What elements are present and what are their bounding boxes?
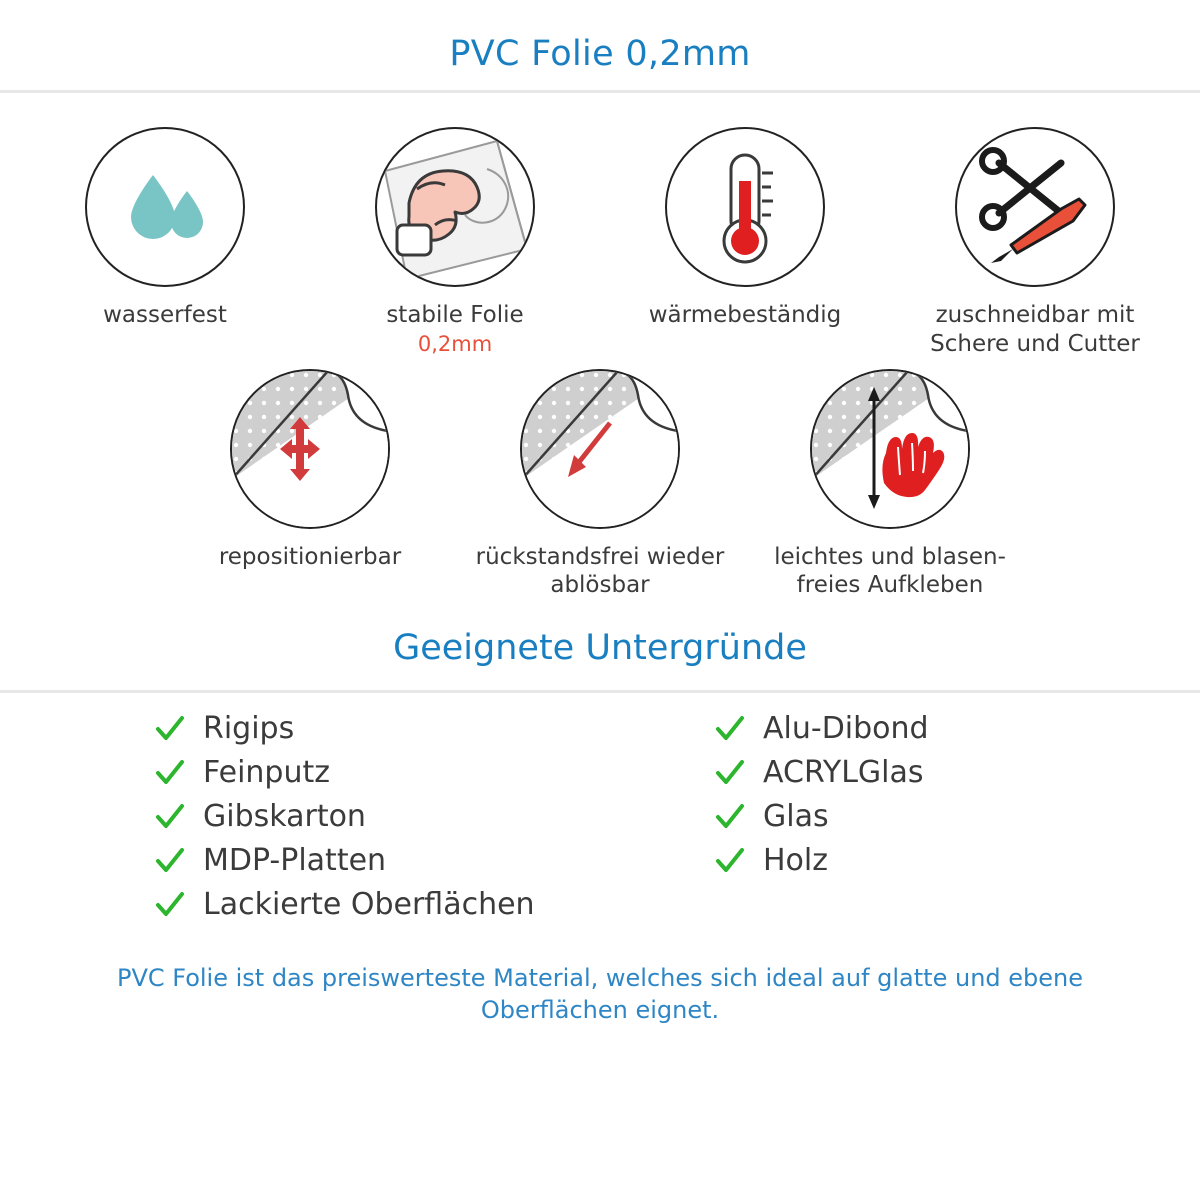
- feature-wasserfest: [20, 127, 310, 330]
- thermometer-icon: [667, 129, 823, 285]
- check-icon: [155, 758, 185, 788]
- feature-stabile-folie: [310, 127, 600, 356]
- list-item: [155, 755, 625, 790]
- strong-arm-icon: [377, 129, 533, 285]
- list-item: [715, 843, 1045, 878]
- list-item: [155, 887, 625, 922]
- list-item: [715, 799, 1045, 834]
- peel-off-icon: [522, 371, 678, 527]
- check-icon: [155, 714, 185, 744]
- check-icon: [155, 890, 185, 920]
- feature-label: rückstandsfrei wieder ablösbar: [475, 543, 725, 599]
- feature-label: wasserfest: [103, 302, 227, 328]
- page-title: PVC Folie 0,2mm: [449, 34, 751, 74]
- list-item-label: Glas: [763, 799, 829, 834]
- check-icon: [155, 802, 185, 832]
- list-item-label: Feinputz: [203, 755, 330, 790]
- section-title: Geeignete Untergründe: [393, 628, 807, 668]
- substrates-lists: [0, 711, 1200, 922]
- feature-icon-circle: [375, 127, 535, 287]
- list-item: [155, 711, 625, 746]
- feature-waermebestaendig: [600, 127, 890, 330]
- water-drops-icon: [87, 129, 243, 285]
- list-item-label: ACRYLGlas: [763, 755, 924, 790]
- section-divider: [0, 690, 1200, 693]
- list-item: [715, 755, 1045, 790]
- feature-aufkleben: [745, 369, 1035, 601]
- list-item-label: Holz: [763, 843, 828, 878]
- feature-icon-circle: [810, 369, 970, 529]
- feature-label: leichtes und blasen-freies Aufkleben: [774, 543, 1006, 599]
- list-item: [155, 799, 625, 834]
- feature-icon-circle: [230, 369, 390, 529]
- check-icon: [155, 846, 185, 876]
- feature-label: repositionierbar: [218, 543, 402, 570]
- features-row-1: [0, 127, 1200, 359]
- feature-sublabel: 0,2mm: [417, 331, 493, 356]
- features-section: [0, 93, 1200, 600]
- list-item: [155, 843, 625, 878]
- scissors-cutter-icon: [957, 129, 1113, 285]
- check-icon: [715, 846, 745, 876]
- feature-zuschneidbar: [890, 127, 1180, 359]
- list-item-label: MDP-Platten: [203, 843, 387, 878]
- list-item: [715, 711, 1045, 746]
- check-icon: [715, 802, 745, 832]
- features-row-2: [0, 369, 1200, 601]
- feature-label: zuschneidbar mit Schere und Cutter: [930, 302, 1140, 357]
- list-item-label: Lackierte Oberflächen: [203, 887, 535, 922]
- footnote-text: PVC Folie ist das preiswerteste Material, welches sich ideal auf glatte und ebene Oberflächen eignet.: [116, 964, 1084, 1025]
- list-item-label: Gibskarton: [203, 799, 366, 834]
- feature-icon-circle: [955, 127, 1115, 287]
- substrates-left-column: [155, 711, 625, 922]
- check-icon: [715, 758, 745, 788]
- feature-repositionierbar: [165, 369, 455, 572]
- substrates-right-column: [715, 711, 1045, 922]
- feature-rueckstandsfrei: [455, 369, 745, 601]
- reposition-arrows-icon: [232, 371, 388, 527]
- check-icon: [715, 714, 745, 744]
- hand-smoothing-icon: [812, 371, 968, 527]
- feature-icon-circle: [665, 127, 825, 287]
- feature-icon-circle: [520, 369, 680, 529]
- feature-label: wärmebeständig: [648, 302, 842, 328]
- list-item-label: Rigips: [203, 711, 295, 746]
- list-item-label: Alu-Dibond: [763, 711, 929, 746]
- feature-label: stabile Folie: [386, 302, 524, 328]
- feature-icon-circle: [85, 127, 245, 287]
